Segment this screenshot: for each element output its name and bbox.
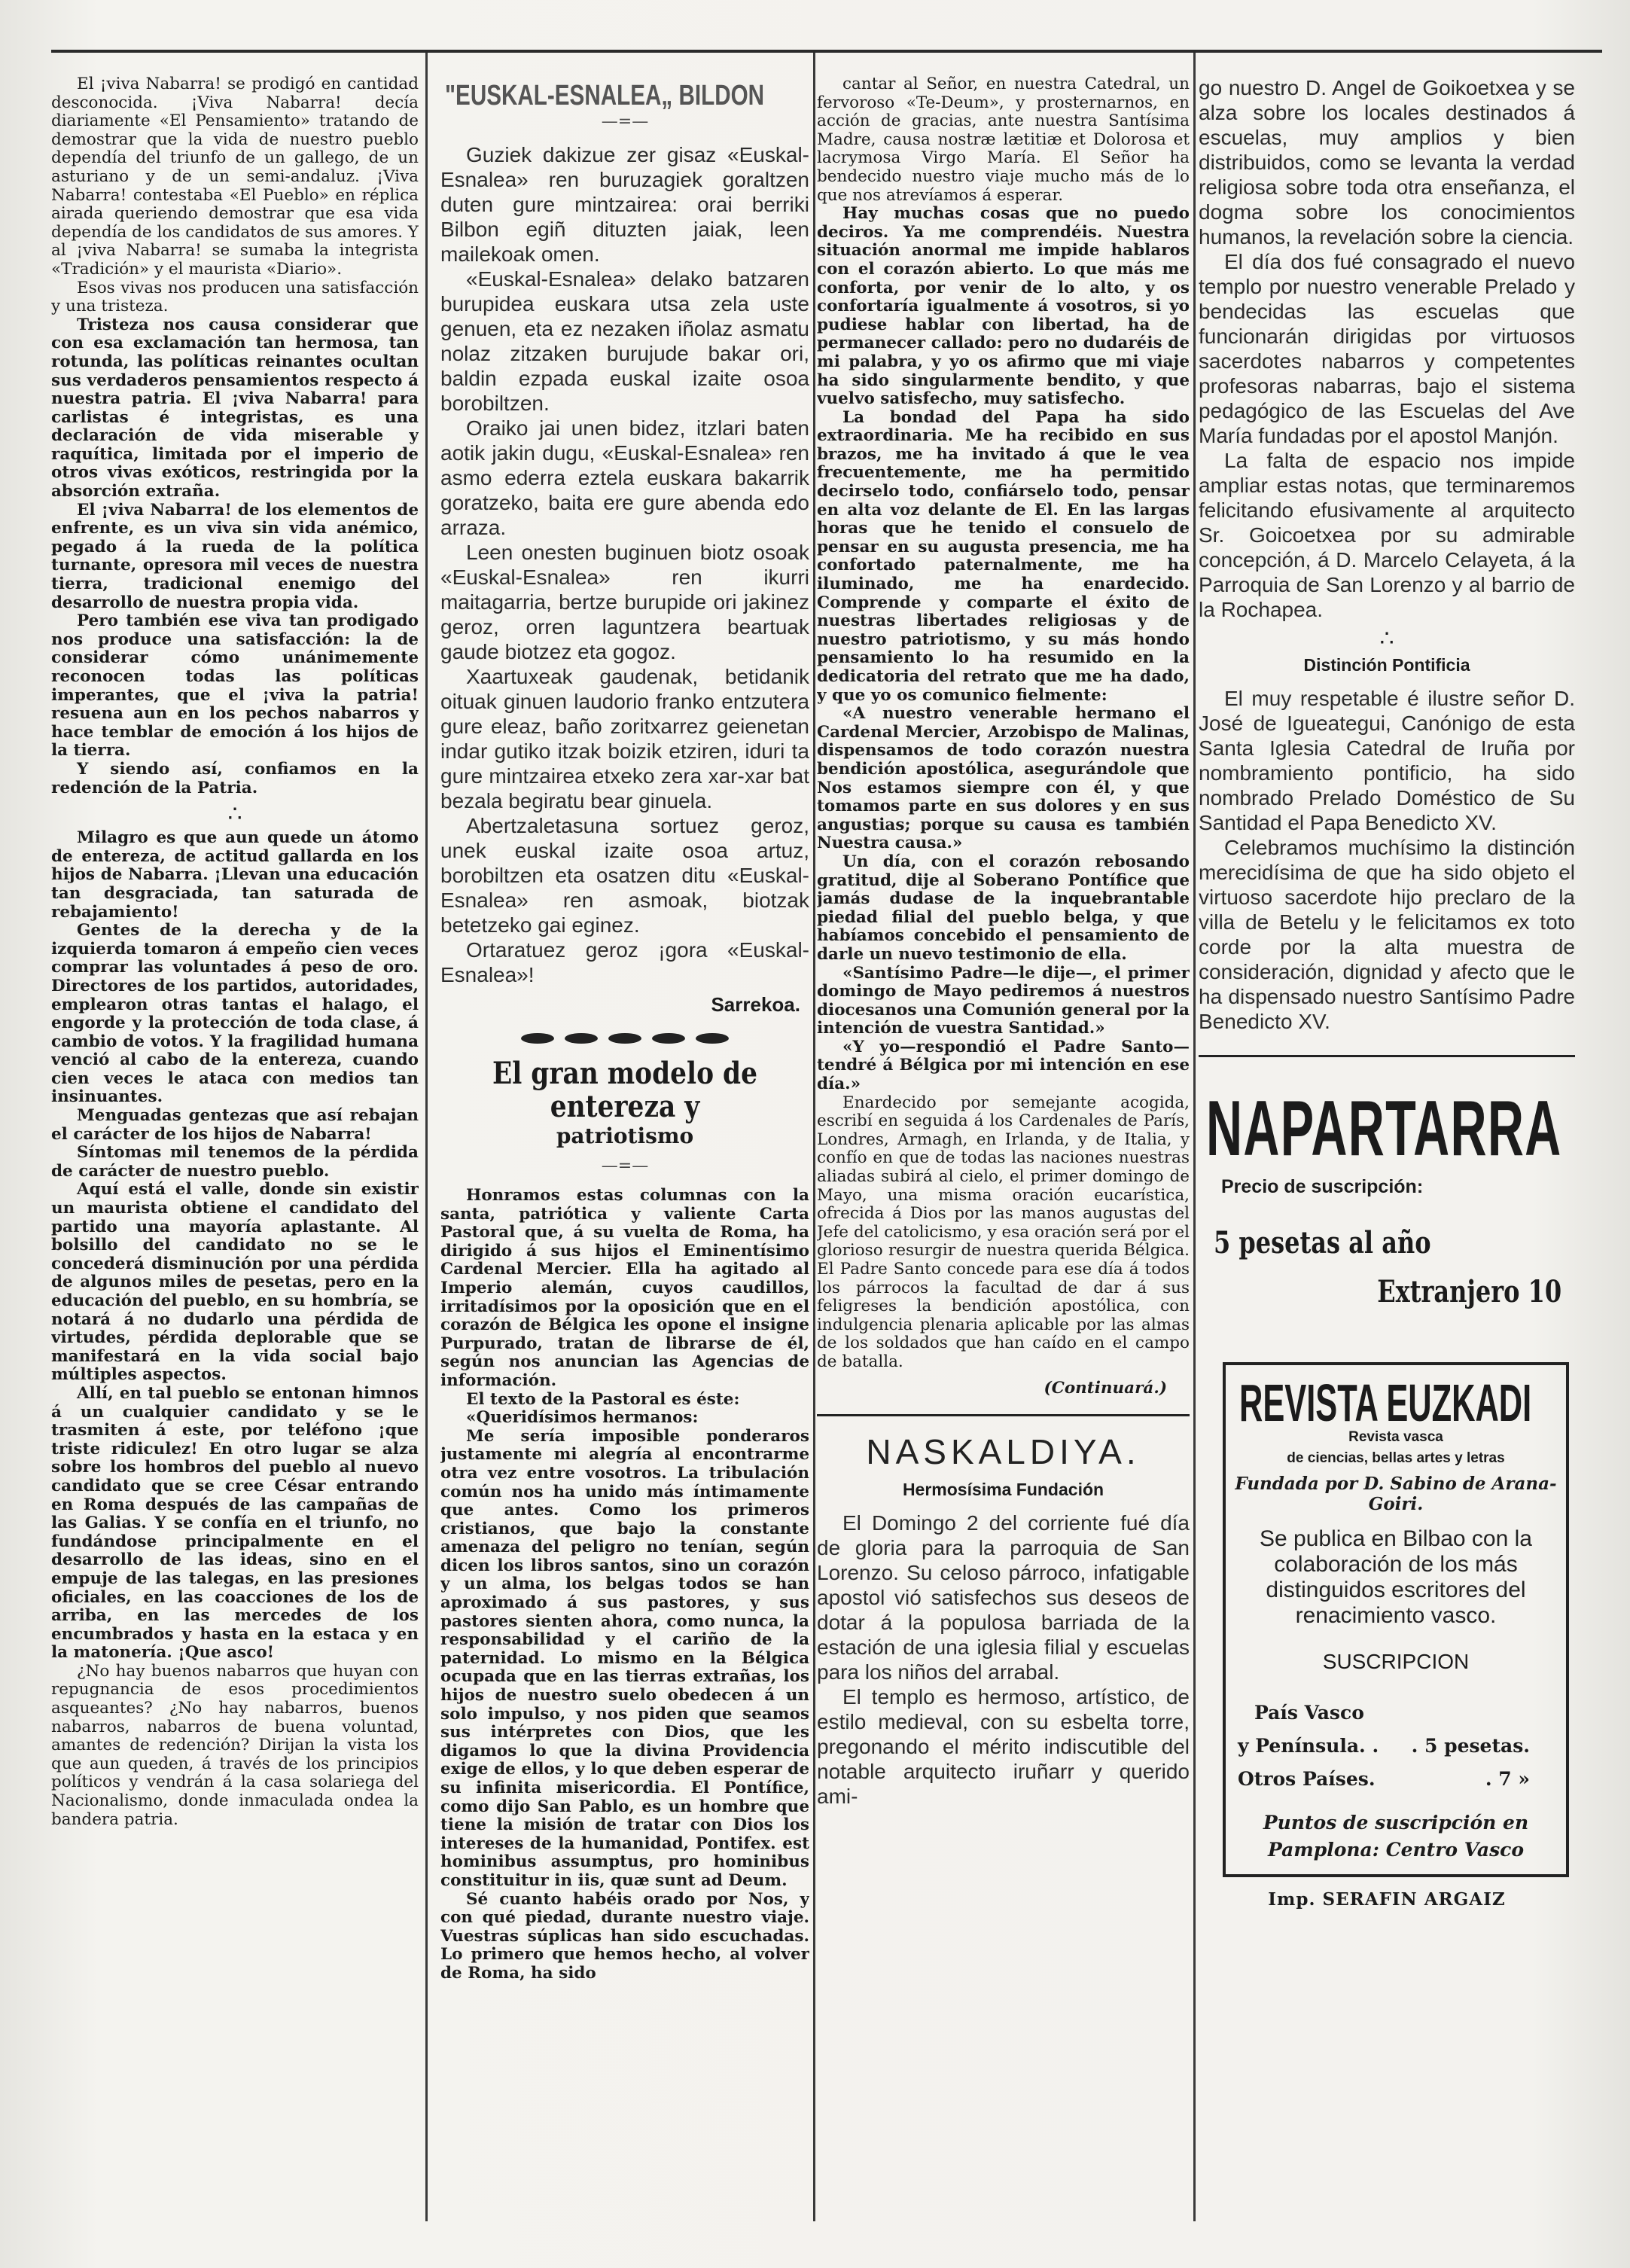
section-divider-dots: ∴ (1379, 626, 1394, 652)
article-paragraph: Tristeza nos causa considerar que con esa exclamación tan hermosa, tan rotunda, las políticas reinantes ocultan sus verdaderos pensamientos respecto á nuestra patria. El ¡viva Nabarra! para carlistas é integristas, es una declaración de vida miserable y raquítica, limitada por el imperio de otros vivas exóticos, restringida por la absorción extraña. (51, 315, 419, 501)
article-paragraph: Xaartuxeak gaudenak, betidanik oituak ginuen laudorio franko entzutera gure eleaz, baño zoritxarrez geienetan indar gutiko itzak boizik etziren, iduri ta gure mintzairea etxeko zera xar-xar bat bezala begiratu bear ginuela. (440, 665, 809, 812)
continued-note: (Continuará.) (1044, 1378, 1167, 1398)
section-title-distincion: Distinción Pontificia (1303, 655, 1470, 675)
article-paragraph: La bondad del Papa ha sido extraordinaria. Me ha recibido en sus brazos, me ha invitado á que le vea frecuentemente, me ha permitido decirselo todo, confiárselo todo, pensar en alta voz delante de El. En las largas horas que he tenido el consuelo de pensar en su augusta presencia, me ha confortado paternalmente, me ha iluminado, me ha enardecido. Comprende y comparte el éxito de nuestras libertades religiosas y de nuestro patriotismo, y su más hondo pensamiento lo ha resumido en la dedicatoria del retrato que me ha dado, y que yo os comunico fielmente: (817, 407, 1190, 705)
revista-points: Puntos de suscripción en (1263, 1812, 1529, 1834)
ornament-dot (565, 1033, 598, 1044)
article-paragraph: Sé cuanto habéis orado por Nos, y con qué piedad, durante nuestro viaje. Vuestras súplicas han sido escuchadas. Lo primero que hemos hecho, al volver de Roma, ha sido (440, 1889, 809, 1983)
price-domestic: 5 pesetas al año (1214, 1225, 1431, 1261)
title-divider: —=— (601, 1157, 649, 1175)
revista-price-row (1232, 1696, 1560, 1730)
article-paragraph: La falta de espacio nos impide ampliar estas notas, que terminaremos felicitando efusivamente al arquitecto Sr. Goicoetxea por su admirable concepción, á D. Marcelo Celayeta, á la Parroquia de San Lorenzo y al barrio de la Rochapea. (1199, 449, 1575, 621)
article-paragraph: «Y yo—respondió el Padre Santo—tendré á Bélgica por mi intención en ese día.» (817, 1037, 1190, 1094)
column-1 (51, 75, 419, 1829)
revista-founded: Fundada por D. Sabino de Arana-Goiri. (1235, 1474, 1557, 1514)
article-paragraph: Pero también ese viva tan prodigado nos produce una satisfacción: la de considerar cómo unánimemente reconocen todas las políticas imperantes, que el ¡viva la patria! resuena aun en los pechos nabarros y hace temblar de emoción á los hijos de la tierra. (51, 611, 419, 761)
article-paragraph: El ¡viva Nabarra! de los elementos de enfrente, es un viva sin vida anémico, pegado á la rueda de la política turnante, opresora mil veces de nuestra tierra, tradicional enemigo del desarrollo de nuestra propia vida. (51, 500, 419, 612)
subscription-label: Precio de suscripción: (1221, 1176, 1424, 1197)
revista-row-value: . 5 pesetas. (1411, 1735, 1530, 1757)
masthead-napartarra: NAPARTARRA (1206, 1085, 1562, 1172)
revista-line: de ciencias, bellas artes y letras (1287, 1450, 1505, 1466)
article-subtitle-patriotismo: patriotismo (556, 1123, 694, 1148)
section-divider-dots: ∴ (227, 801, 242, 828)
article-title-gran-modelo: El gran modelo de entereza y (492, 1056, 757, 1124)
top-rule (51, 50, 1602, 53)
ornament-dot (608, 1033, 641, 1044)
article-paragraph: El Domingo 2 del corriente fué día de gloria para la parroquia de San Lorenzo. Su celoso párroco, infatigable apostol vió satisfechos sus deseos de dotar á la populosa barriada de la estación de una iglesia filial y escuelas para los niños del arrabal. (817, 1511, 1190, 1684)
revista-suscripcion: SUSCRIPCION (1322, 1650, 1470, 1673)
price-foreign-row (1199, 1274, 1575, 1309)
article-paragraph: cantar al Señor, en nuestra Catedral, un fervoroso «Te-Deum», y prosternarnos, en acción de gracias, ante nuestra Santísima Madre, causa nostræ lætitiæ et Dolorosa et lacrymosa Virgo María. El Señor ha bendecido nuestro viaje mucho más de lo que nos atrevíamos á esperar. (817, 75, 1190, 205)
napartarra-ad (1199, 1055, 1575, 1309)
article-paragraph: Un día, con el corazón rebosando gratitud, dije al Soberano Pontífice que jamás dudase de la inquebrantable piedad filial del pueblo belga, y que habíamos concebido el pensamiento de darle un nuevo testimonio de ella. (817, 852, 1190, 964)
article-paragraph: Me sería imposible ponderaros justamente mi alegría al encontrarme otra vez entre vosotros. La tribulación común nos ha unido más íntimamente que antes. Como los primeros cristianos, que bajo la constante amenaza del peligro no tenían, según dicen los libros santos, sino un corazón y un alma, los belgas todos se han aproximado á sus pastores, y sus pastores sienten ahora, como nunca, la responsabilidad y el cariño de la paternidad. Lo mismo en la Bélgica ocupada que en las tierras extrañas, los hijos de nuestro suelo obedecen á un solo impulso, y nos piden que seamos sus intérpretes con Dios, que les digamos lo que la divina Providencia exige de ellos, y lo que deben esperar de su infinita misericordia. El Pontífice, como dijo San Pablo, es un hombre que tiene la misión de tratar con Dios los intereses de la humanidad, Pontifex. est hominibus assumptus, pro hominibus constituitur in iis, quæ sunt ad Deum. (440, 1426, 809, 1890)
article-paragraph: «Queridísimos hermanos: (466, 1408, 699, 1428)
ornament-dot (652, 1033, 685, 1044)
article-paragraph: Abertzaletasuna sortuez geroz, unek euskal izaite osoa artuz, borobiltzen eta osatzen ditu «Euskal-Esnalea» ren asmoak, biotzak betetzeko gai eginez. (440, 814, 809, 937)
article-paragraph: El texto de la Pastoral es éste: (466, 1389, 740, 1409)
article-paragraph: go nuestro D. Angel de Goikoetxea y se alza sobre los locales destinados á escuelas, muy amplios y bien distribuidos, como se levanta la verdad religiosa sobre toda otra enseñanza, el dogma sobre los conocimientos humanos, la revelación sobre la ciencia. (1199, 76, 1575, 248)
article-paragraph: El muy respetable é ilustre señor D. José de Igueategui, Canónigo de esta Santa Iglesia Catedral de Iruña por nombramiento pontificio, ha sido nombrado Prelado Doméstico de Su Santidad el Papa Benedicto XV. (1199, 687, 1575, 834)
revista-price-row (1232, 1763, 1560, 1796)
revista-price-row (1232, 1730, 1560, 1763)
revista-euzkadi-ad (1223, 1362, 1569, 1877)
article-signature: Sarrekoa. (711, 993, 800, 1016)
revista-line: Revista vasca (1348, 1429, 1443, 1445)
revista-points: Pamplona: Centro Vasco (1267, 1839, 1525, 1861)
column-rule-2 (813, 53, 815, 2221)
price-foreign: Extranjero 10 (1377, 1274, 1561, 1309)
article-paragraph: Ortaratuez geroz ¡gora «Euskal-Esnalea»! (440, 938, 809, 986)
ornament-dot (696, 1033, 729, 1044)
col1-section-b (51, 829, 419, 1829)
imprint: Imp. SERAFIN ARGAIZ (1268, 1889, 1506, 1910)
article-paragraph: Hay muchas cosas que no puedo deciros. Ya me comprendéis. Nuestra situación anormal me impide hablaros con el corazón abierto. Lo que más me conforta, por venir de lo alto, y os confortaría igualmente á vosotros, si yo pudiese hablar con libertad, ha de permanecer callado: pero no dudaréis de mi palabra, y yo os afirmo que mi viaje ha sido singularmente bendito, y que vuelvo satisfecho, muy satisfecho. (817, 204, 1190, 409)
article-paragraph: Y siendo así, confiamos en la redención de la Patria. (51, 759, 419, 797)
article-paragraph: «Santísimo Padre—le dije—, el primer domingo de Mayo pediremos á nuestros diocesanos una Comunión general por la intención de vuestra Santidad.» (817, 963, 1190, 1038)
section-title-naskaldiya: NASKALDIYA. (866, 1432, 1141, 1472)
article-paragraph: Guziek dakizue zer gisaz «Euskal-Esnalea» ren buruzagiek goraltzen duten gure mintzairea: orai berriki Bilbon egiñ dituzten jaiak, leen mailekoak omen. (440, 143, 809, 266)
revista-row-label: y Península. . (1238, 1735, 1379, 1757)
revista-row-label: País Vasco (1254, 1702, 1364, 1724)
article-paragraph: «A nuestro venerable hermano el Cardenal Mercier, Arzobispo de Malinas, dispensamos de todo corazón nuestra bendición apostólica, asegurándole que Nos estamos siempre con él, y que tomamos parte en sus dolores y en sus angustias; porque su causa es también Nuestra causa.» (817, 704, 1190, 853)
article-paragraph: El día dos fué consagrado el nuevo templo por nuestro venerable Prelado y bendecidas las escuelas que funcionarán dirigidas por virtuosos sacerdotes nabarros y competentes profesoras nabarras, bajo el sistema pedagógico de las Escuelas del Ave María fundadas por el apostol Manjón. (1199, 250, 1575, 447)
article-title-euskal-esnalea: "EUSKAL-ESNALEA„ BILDON (445, 80, 765, 111)
article-paragraph: El templo es hermoso, artístico, de estilo medieval, con su esbelta torre, pregonando el mérito indiscutible del notable arquitecto iruñarr y querido ami- (817, 1685, 1190, 1809)
col1-section-a (51, 75, 419, 797)
article-paragraph: Celebramos muchísimo la distinción merecidísima de que ha sido objeto el virtuoso sacerdote hijo preclaro de la villa de Betelu y le felicitamos ex toto corde por la alta muestra de consideración, dignidad y afecto que le ha dispensado nuestro Santísimo Padre Benedicto XV. (1199, 836, 1575, 1033)
article-paragraph: «Euskal-Esnalea» delako batzaren burupidea euskara utsa zela uste genuen, eta ez nezaken iñolaz asmatu nolaz zitzaken burujude bakar ori, baldin ezpada euskal izaite osoa borobiltzen. (440, 267, 809, 415)
article-paragraph: Esos vivas nos producen una satisfacción y una tristeza. (51, 278, 419, 316)
article-paragraph: Leen onesten buginuen biotz osoak «Euskal-Esnalea» ren ikurri maitagarria, bertze burupide ori jakinez geroz, orren laguntzera beartuak gaude biotzez eta gogoz. (440, 541, 809, 663)
revista-title: REVISTA EUZKADI (1239, 1373, 1532, 1432)
section-subtitle: Hermosísima Fundación (902, 1480, 1104, 1500)
article-paragraph: Gentes de la derecha y de la izquierda tomaron á empeño cien veces comprar las voluntades á peso de oro. Directores de los partidos, autoridades, emplearon otras tantas el halago, el engorde y la protección de toda clase, á cambio de votos. Y la fragilidad humana venció al cabo de la entereza, cuando cien veces le ataca con medios tan insinuantes. (51, 921, 419, 1107)
naskaldiya-section (817, 1414, 1190, 1809)
ornament-dot (521, 1033, 554, 1044)
column-2 (440, 75, 809, 1983)
article-paragraph: Menguadas gentezas que así rebajan el carácter de los hijos de Nabarra! (51, 1106, 419, 1144)
column-rule-3 (1193, 53, 1196, 2221)
article-paragraph: Allí, en tal pueblo se entonan himnos á un cualquier candidato y se le trasmiten á este, por teléfono ¡que triste ridiculez! En otro lugar se alza sobre los hombros del pueblo al nuevo candidato que se cree César entrando en Roma después de las campañas de las Galias. Y se confía en el triunfo, no fundándose principalmente en el desarrollo de las ideas, sino en el empuje de las talegas, en las presiones oficiales, en las coacciones de los de arriba, en las mercedes de los encumbrados y hasta en la estaca y en la matonería. ¡Que asco! (51, 1383, 419, 1663)
ornament-divider (440, 1033, 809, 1044)
column-4 (1199, 75, 1575, 1910)
revista-body: Se publica en Bilbao con la colaboración de los más distinguidos escritores del renacimiento vasco. (1260, 1526, 1532, 1628)
column-3 (817, 75, 1190, 1809)
article-paragraph: Oraiko jai unen bidez, itzlari baten aotik jakin dugu, «Euskal-Esnalea» ren asmo ederra eztela euskara bakarrik goratzeko, baita ere gure abenda edo arraza. (440, 416, 809, 539)
revista-row-label: Otros Países. (1238, 1768, 1376, 1790)
revista-row-value: . 7 » (1485, 1768, 1530, 1790)
title-divider: —=— (601, 112, 649, 131)
article-paragraph: Milagro es que aun quede un átomo de entereza, de actitud gallarda en los hijos de Nabarra. ¡Llevan una educación tan desgraciada, tan saturada de rebajamiento! (51, 828, 419, 922)
article-paragraph: El ¡viva Nabarra! se prodigó en cantidad desconocida. ¡Viva Nabarra! decía diariamente «El Pensamiento» tratando de demostrar que la vida de nuestro pueblo dependía del triunfo de un gallego, de un asturiano y de un semi-andaluz. ¡Viva Nabarra! contestaba «El Pueblo» en réplica airada queriendo demostrar que esa vida dependía de los candidatos de sus amores. Y al ¡viva Nabarra! se sumaba la integrista «Tradición» y el maurista «Diario». (51, 75, 419, 279)
article-paragraph: ¿No hay buenos nabarros que huyan con repugnancia de esos procedimientos asqueantes? ¿No hay nabarros, buenos nabarros, nabarros de buena voluntad, amantes de redención? Dirijan la vista los que aun queden, á través de los principios políticos y vendrán á la casa solariega del Nacionalismo, donde inmaculada ondea la bandera patria. (51, 1661, 419, 1829)
article-paragraph: Síntomas mil tenemos de la pérdida de carácter de nuestro pueblo. (51, 1143, 419, 1181)
column-rule-1 (425, 53, 428, 2221)
article-paragraph: Enardecido por semejante acogida, escribí en seguida á los Cardenales de París, Londres, Armagh, en Irlanda, y de Italia, y confío en que de todas las naciones nuestras aliadas subirá al cielo, el primer domingo de Mayo, una misma oración eucarística, ofrecida á Dios por las manos augustas del Jefe del catolicismo, y esa oración será por el glorioso resurgir de nuestra querida Bélgica. El Padre Santo concede para ese día á todos los párrocos la facultad de dar á sus feligreses la bendición apostólica, con indulgencia plenaria aplicable por las almas de los soldados que han caído en el campo de batalla. (817, 1093, 1190, 1371)
article-paragraph: Aquí está el valle, donde sin existir un maurista obtiene el candidato del partido una mayoría aplastante. Al bolsillo del candidato no se le concederá disminución por una pérdida de algunos miles de pesetas, pero en la educación del pueblo, en su hombría, se notará á no dudarlo una pérdida de virtudes, pérdida deplorable que se manifestará en la vida social bajo múltiples aspectos. (51, 1180, 419, 1385)
article-paragraph: Honramos estas columnas con la santa, patriótica y valiente Carta Pastoral que, á su vuelta de Roma, ha dirigido á sus hijos el Eminentísimo Cardenal Mercier. Ella ha agitado al Imperio alemán, cuyos caudillos, irritadísimos por la oposición que en el corazón de Bélgica les opone el insigne Purpurado, tratan de librarse de él, según nos anuncian las Agencias de información. (440, 1186, 809, 1390)
